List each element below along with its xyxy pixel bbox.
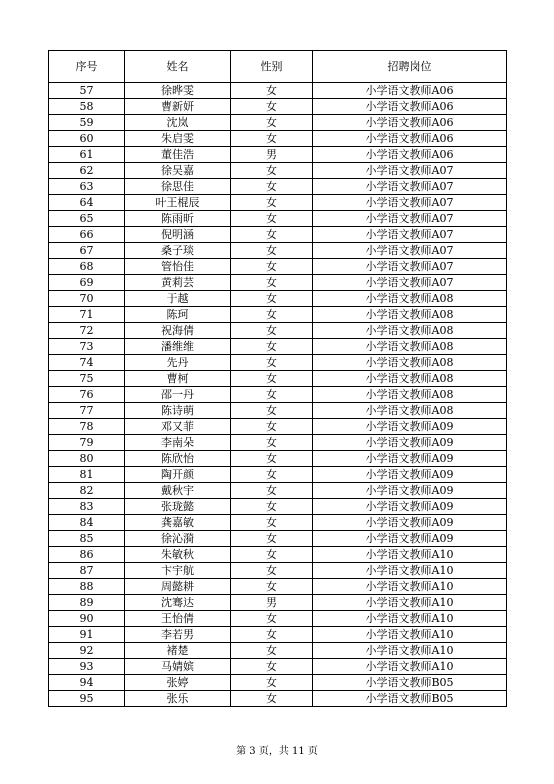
cell-position: 小学语文教师A08 <box>313 291 507 307</box>
cell-position: 小学语文教师A08 <box>313 307 507 323</box>
cell-gender: 男 <box>231 595 313 611</box>
cell-gender: 女 <box>231 499 313 515</box>
page-footer: 第 3 页，共 11 页 <box>236 746 318 757</box>
cell-position: 小学语文教师A08 <box>313 339 507 355</box>
cell-name: 桑子琰 <box>125 243 231 259</box>
cell-position: 小学语文教师A06 <box>313 147 507 163</box>
cell-name: 马婧嫔 <box>125 659 231 675</box>
cell-name: 于越 <box>125 291 231 307</box>
cell-name: 沈岚 <box>125 115 231 131</box>
cell-name: 张乐 <box>125 691 231 707</box>
header-position: 招聘岗位 <box>313 51 507 83</box>
cell-seq: 85 <box>49 531 125 547</box>
cell-position: 小学语文教师A06 <box>313 99 507 115</box>
cell-position: 小学语文教师A09 <box>313 499 507 515</box>
cell-position: 小学语文教师A07 <box>313 211 507 227</box>
cell-seq: 81 <box>49 467 125 483</box>
cell-position: 小学语文教师A08 <box>313 387 507 403</box>
table-row <box>49 243 507 259</box>
cell-position: 小学语文教师A08 <box>313 323 507 339</box>
table-row <box>49 467 507 483</box>
cell-name: 邵一丹 <box>125 387 231 403</box>
table-row <box>49 179 507 195</box>
cell-position: 小学语文教师A06 <box>313 115 507 131</box>
cell-gender: 女 <box>231 547 313 563</box>
cell-seq: 79 <box>49 435 125 451</box>
cell-name: 李南朵 <box>125 435 231 451</box>
cell-seq: 90 <box>49 611 125 627</box>
cell-name: 王怡倩 <box>125 611 231 627</box>
cell-gender: 女 <box>231 307 313 323</box>
cell-seq: 68 <box>49 259 125 275</box>
table-row <box>49 611 507 627</box>
cell-position: 小学语文教师A10 <box>313 611 507 627</box>
cell-position: 小学语文教师A09 <box>313 435 507 451</box>
cell-seq: 93 <box>49 659 125 675</box>
cell-name: 周懿耕 <box>125 579 231 595</box>
cell-gender: 女 <box>231 291 313 307</box>
cell-gender: 女 <box>231 259 313 275</box>
cell-seq: 60 <box>49 131 125 147</box>
cell-seq: 57 <box>49 83 125 99</box>
table-row <box>49 99 507 115</box>
cell-position: 小学语文教师A10 <box>313 595 507 611</box>
table-row <box>49 211 507 227</box>
cell-name: 张珑懿 <box>125 499 231 515</box>
cell-position: 小学语文教师A07 <box>313 243 507 259</box>
cell-seq: 71 <box>49 307 125 323</box>
table-row <box>49 691 507 707</box>
table-row <box>49 499 507 515</box>
cell-seq: 86 <box>49 547 125 563</box>
cell-seq: 91 <box>49 627 125 643</box>
cell-gender: 女 <box>231 275 313 291</box>
cell-seq: 66 <box>49 227 125 243</box>
table-row <box>49 579 507 595</box>
cell-name: 陈欣怡 <box>125 451 231 467</box>
cell-gender: 女 <box>231 211 313 227</box>
cell-name: 陶开颜 <box>125 467 231 483</box>
cell-seq: 83 <box>49 499 125 515</box>
cell-position: 小学语文教师A09 <box>313 531 507 547</box>
table-row <box>49 339 507 355</box>
cell-gender: 女 <box>231 371 313 387</box>
cell-name: 祝海倩 <box>125 323 231 339</box>
cell-seq: 69 <box>49 275 125 291</box>
table-body <box>49 83 507 707</box>
table-header <box>49 51 507 83</box>
cell-position: 小学语文教师A10 <box>313 563 507 579</box>
table-row <box>49 483 507 499</box>
table-row <box>49 403 507 419</box>
cell-name: 陈珂 <box>125 307 231 323</box>
table-row <box>49 291 507 307</box>
cell-seq: 92 <box>49 643 125 659</box>
header-name: 姓名 <box>125 51 231 83</box>
cell-gender: 女 <box>231 675 313 691</box>
cell-name: 倪明涵 <box>125 227 231 243</box>
cell-gender: 女 <box>231 115 313 131</box>
cell-gender: 女 <box>231 611 313 627</box>
cell-gender: 女 <box>231 515 313 531</box>
table-row <box>49 547 507 563</box>
table-row <box>49 147 507 163</box>
cell-gender: 女 <box>231 435 313 451</box>
table-row <box>49 451 507 467</box>
cell-position: 小学语文教师A08 <box>313 403 507 419</box>
cell-seq: 59 <box>49 115 125 131</box>
cell-name: 徐沁漪 <box>125 531 231 547</box>
cell-gender: 女 <box>231 131 313 147</box>
cell-name: 叶王棍辰 <box>125 195 231 211</box>
table-row <box>49 627 507 643</box>
table-row <box>49 419 507 435</box>
cell-seq: 67 <box>49 243 125 259</box>
table-row <box>49 275 507 291</box>
cell-gender: 女 <box>231 355 313 371</box>
cell-name: 曹新妍 <box>125 99 231 115</box>
cell-position: 小学语文教师A08 <box>313 355 507 371</box>
cell-gender: 女 <box>231 659 313 675</box>
cell-position: 小学语文教师A09 <box>313 515 507 531</box>
cell-name: 邓又菲 <box>125 419 231 435</box>
cell-seq: 61 <box>49 147 125 163</box>
cell-position: 小学语文教师A07 <box>313 179 507 195</box>
table-row <box>49 387 507 403</box>
cell-name: 褚楚 <box>125 643 231 659</box>
cell-seq: 58 <box>49 99 125 115</box>
cell-name: 张婷 <box>125 675 231 691</box>
cell-seq: 76 <box>49 387 125 403</box>
table-row <box>49 515 507 531</box>
cell-name: 曹柯 <box>125 371 231 387</box>
table-row <box>49 227 507 243</box>
cell-seq: 94 <box>49 675 125 691</box>
cell-seq: 63 <box>49 179 125 195</box>
cell-gender: 男 <box>231 147 313 163</box>
cell-name: 先丹 <box>125 355 231 371</box>
cell-seq: 78 <box>49 419 125 435</box>
cell-gender: 女 <box>231 483 313 499</box>
cell-gender: 女 <box>231 227 313 243</box>
cell-position: 小学语文教师A10 <box>313 547 507 563</box>
cell-name: 徐晔雯 <box>125 83 231 99</box>
header-seq: 序号 <box>49 51 125 83</box>
table-row <box>49 531 507 547</box>
cell-seq: 73 <box>49 339 125 355</box>
cell-name: 潘维维 <box>125 339 231 355</box>
cell-name: 李若男 <box>125 627 231 643</box>
cell-gender: 女 <box>231 99 313 115</box>
table-row <box>49 115 507 131</box>
cell-position: 小学语文教师A07 <box>313 259 507 275</box>
cell-position: 小学语文教师A09 <box>313 467 507 483</box>
cell-gender: 女 <box>231 627 313 643</box>
cell-gender: 女 <box>231 163 313 179</box>
cell-name: 徐思佳 <box>125 179 231 195</box>
cell-name: 龚嘉敏 <box>125 515 231 531</box>
cell-seq: 88 <box>49 579 125 595</box>
cell-name: 戴秋宇 <box>125 483 231 499</box>
cell-position: 小学语文教师A07 <box>313 195 507 211</box>
cell-name: 陈诗萌 <box>125 403 231 419</box>
cell-name: 沈骞达 <box>125 595 231 611</box>
header-row <box>49 51 507 83</box>
table-row <box>49 131 507 147</box>
cell-position: 小学语文教师A10 <box>313 643 507 659</box>
cell-name: 董佳浩 <box>125 147 231 163</box>
cell-position: 小学语文教师B05 <box>313 691 507 707</box>
recruitment-table <box>48 50 507 707</box>
cell-position: 小学语文教师B05 <box>313 675 507 691</box>
cell-position: 小学语文教师A09 <box>313 451 507 467</box>
cell-seq: 64 <box>49 195 125 211</box>
cell-gender: 女 <box>231 531 313 547</box>
table-row <box>49 355 507 371</box>
cell-gender: 女 <box>231 451 313 467</box>
cell-gender: 女 <box>231 83 313 99</box>
cell-gender: 女 <box>231 179 313 195</box>
cell-gender: 女 <box>231 579 313 595</box>
cell-seq: 80 <box>49 451 125 467</box>
cell-seq: 77 <box>49 403 125 419</box>
cell-name: 徐吴嘉 <box>125 163 231 179</box>
table-row <box>49 563 507 579</box>
cell-gender: 女 <box>231 323 313 339</box>
table-row <box>49 675 507 691</box>
table-row <box>49 643 507 659</box>
table-row <box>49 307 507 323</box>
cell-position: 小学语文教师A07 <box>313 227 507 243</box>
cell-gender: 女 <box>231 643 313 659</box>
cell-name: 朱启雯 <box>125 131 231 147</box>
table-row <box>49 371 507 387</box>
cell-name: 管怡佳 <box>125 259 231 275</box>
cell-seq: 95 <box>49 691 125 707</box>
table-row <box>49 259 507 275</box>
cell-seq: 70 <box>49 291 125 307</box>
cell-gender: 女 <box>231 691 313 707</box>
cell-seq: 82 <box>49 483 125 499</box>
cell-position: 小学语文教师A07 <box>313 275 507 291</box>
cell-seq: 72 <box>49 323 125 339</box>
cell-name: 卞宇航 <box>125 563 231 579</box>
cell-seq: 74 <box>49 355 125 371</box>
cell-seq: 65 <box>49 211 125 227</box>
table-row <box>49 83 507 99</box>
cell-position: 小学语文教师A09 <box>313 419 507 435</box>
table-row <box>49 323 507 339</box>
table-row <box>49 163 507 179</box>
cell-seq: 87 <box>49 563 125 579</box>
cell-seq: 75 <box>49 371 125 387</box>
cell-name: 陈雨昕 <box>125 211 231 227</box>
cell-gender: 女 <box>231 467 313 483</box>
cell-seq: 84 <box>49 515 125 531</box>
cell-gender: 女 <box>231 387 313 403</box>
cell-position: 小学语文教师A06 <box>313 131 507 147</box>
cell-position: 小学语文教师A09 <box>313 483 507 499</box>
table-row <box>49 659 507 675</box>
cell-name: 黄莉芸 <box>125 275 231 291</box>
cell-gender: 女 <box>231 243 313 259</box>
cell-gender: 女 <box>231 339 313 355</box>
cell-position: 小学语文教师A08 <box>313 371 507 387</box>
table-row <box>49 435 507 451</box>
cell-seq: 89 <box>49 595 125 611</box>
table-row <box>49 195 507 211</box>
cell-position: 小学语文教师A10 <box>313 627 507 643</box>
cell-position: 小学语文教师A06 <box>313 83 507 99</box>
cell-gender: 女 <box>231 195 313 211</box>
cell-position: 小学语文教师A07 <box>313 163 507 179</box>
header-gender: 性别 <box>231 51 313 83</box>
cell-gender: 女 <box>231 563 313 579</box>
cell-gender: 女 <box>231 403 313 419</box>
table-row <box>49 595 507 611</box>
cell-name: 朱敏秋 <box>125 547 231 563</box>
cell-gender: 女 <box>231 419 313 435</box>
cell-seq: 62 <box>49 163 125 179</box>
cell-position: 小学语文教师A10 <box>313 579 507 595</box>
cell-position: 小学语文教师A10 <box>313 659 507 675</box>
